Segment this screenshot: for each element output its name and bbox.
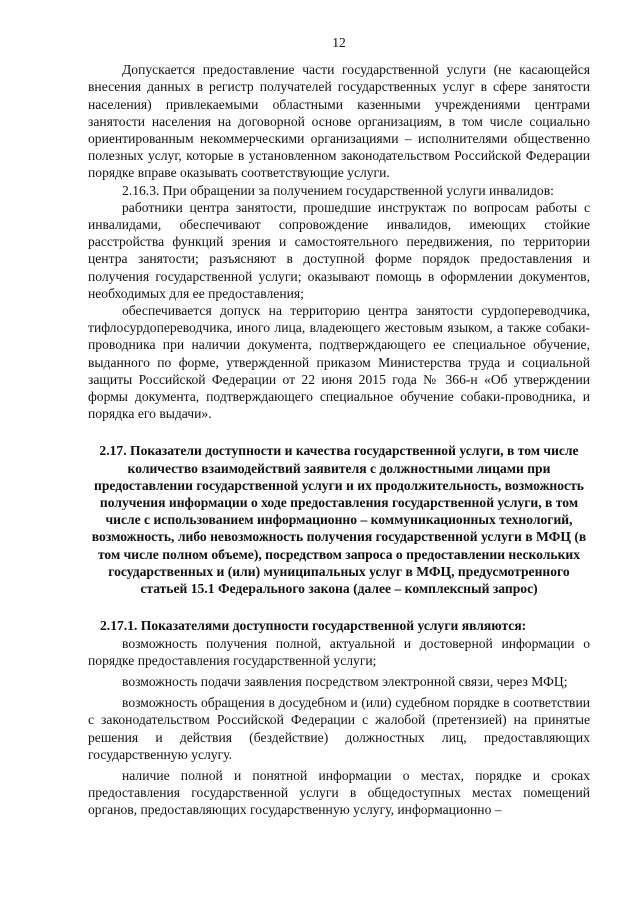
paragraph-staff-assistance: работники центра занятости, прошедшие инструктаж по вопросам работы с инвалидами, обеспечивают сопровождение инвалидов, имеющих стойкие расстройства функций зрения и самостоятельного передвижения, по территории центра занятости; разъясняют в доступной форме порядок предоставления и получения государственной услуги; оказывают помощь в оформлении документов, необходимых для ее предоставления; [88, 199, 590, 301]
paragraph-electronic-submission: возможность подачи заявления посредством электронной связи, через МФЦ; [122, 673, 568, 689]
paragraph-public-information: наличие полной и понятной информации о местах, порядке и сроках предоставления государственной услуги в общедоступных местах помещений органов, предоставляющих государственную услугу, информационно – [88, 767, 590, 818]
subsection-heading-2-17-1: 2.17.1. Показателями доступности государственной услуги являются: [100, 618, 527, 634]
paragraph-partial-provision: Допускается предоставление части государственной услуги (не касающейся внесения данных в регистр получателей государственных услуг в сфере занятости населения) привлекаемыми областными казенными учреждениями центрами занятости населения на договорной основе организациям, в том числе социально ориентированным некоммерческими организациями – исполнителями общественно полезных услуг, которые в установленном законодательством Российской Федерации порядке вправе оказывать соответствующие услуги. [88, 62, 590, 181]
paragraph-info-availability: возможность получения полной, актуальной и достоверной информации о порядке предоставления государственной услуги; [88, 635, 590, 668]
paragraph-appeal-possibility: возможность обращения в досудебном и (или) судебном порядке в соответствии с законодательством Российской Федерации с жалобой (претензией) на принятые решения и действия (бездействие) должностных лиц, предоставляющих государственную услугу. [88, 695, 590, 762]
section-heading-2-17: 2.17. Показатели доступности и качества государственной услуги, в том числе количество взаимодействий заявителя с должностными лицами при предоставлении государственной услуги и их продолжительность, возможность получения информации о ходе предоставления государственной услуги, в том числе с использованием информационно – коммуникационных технологий, возможность, либо невозможность получения государственной услуги в МФЦ (в том числе полном объеме), посредством запроса о предоставлении нескольких государственных и (или) муниципальных услуг в МФЦ, предусмотренного статьей 15.1 Федерального закона (далее – комплексный запрос) [91, 443, 587, 597]
paragraph-access-interpreter: обеспечивается допуск на территорию центра занятости сурдопереводчика, тифлосурдопереводчика, иного лица, владеющего жестовым языком, а также собаки-проводника при наличии документа, подтверждающего ее специальное обучение, выданного по форме, утвержденной приказом Министерства труда и социальной защиты Российской Федерации от 22 июня 2015 года № 366-н «Об утверждении формы документа, подтверждающего специальное обучение собаки-проводника, и порядка его выдачи». [88, 303, 590, 422]
paragraph-2-16-3: 2.16.3. При обращении за получением государственной услуги инвалидов: [122, 182, 554, 198]
page-number: 12 [332, 35, 346, 50]
